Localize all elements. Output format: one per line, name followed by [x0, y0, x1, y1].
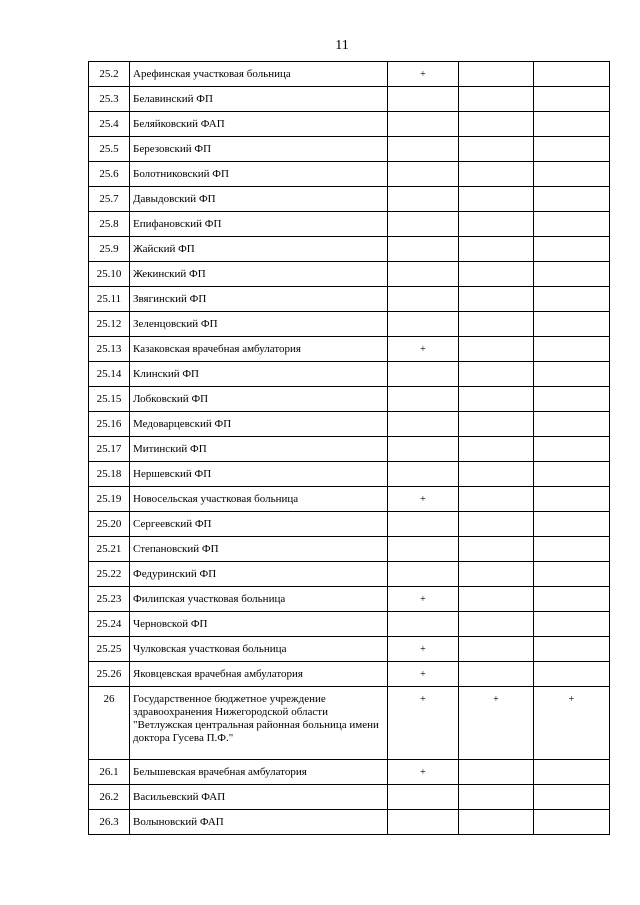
- table-row: [89, 237, 610, 262]
- facility-name-cell: Чулковская участковая больница: [130, 637, 388, 662]
- column-1-mark-cell: +: [388, 487, 459, 512]
- facility-name-cell: Митинский ФП: [130, 437, 388, 462]
- column-3-mark-cell: [534, 785, 610, 810]
- table-row: [89, 137, 610, 162]
- facility-name-cell: Васильевский ФАП: [130, 785, 388, 810]
- column-1-mark-cell: [388, 187, 459, 212]
- column-3-mark-cell: [534, 637, 610, 662]
- table-row: [89, 487, 610, 512]
- row-number-cell: 25.15: [89, 387, 130, 412]
- table-row: [89, 187, 610, 212]
- column-1-mark-cell: +: [388, 662, 459, 687]
- column-3-mark-cell: [534, 112, 610, 137]
- facility-name-cell: Арефинская участковая больница: [130, 62, 388, 87]
- column-3-mark-cell: [534, 462, 610, 487]
- table-row: [89, 62, 610, 87]
- table-row: [89, 287, 610, 312]
- facilities-table: [88, 61, 610, 835]
- table-row: [89, 760, 610, 785]
- column-2-mark-cell: [459, 112, 534, 137]
- column-1-mark-cell: +: [388, 62, 459, 87]
- column-2-mark-cell: [459, 162, 534, 187]
- column-2-mark-cell: [459, 287, 534, 312]
- row-number-cell: 25.16: [89, 412, 130, 437]
- column-2-mark-cell: [459, 637, 534, 662]
- facility-name-cell: Волыновский ФАП: [130, 810, 388, 835]
- facility-name-cell: Черновской ФП: [130, 612, 388, 637]
- row-number-cell: 25.8: [89, 212, 130, 237]
- facility-name-cell: Белышевская врачебная амбулатория: [130, 760, 388, 785]
- table-row: [89, 662, 610, 687]
- table-body: [89, 62, 610, 835]
- column-3-mark-cell: [534, 412, 610, 437]
- column-3-mark-cell: +: [534, 687, 610, 760]
- column-3-mark-cell: [534, 562, 610, 587]
- row-number-cell: 25.18: [89, 462, 130, 487]
- column-1-mark-cell: +: [388, 587, 459, 612]
- column-1-mark-cell: [388, 387, 459, 412]
- table-row: [89, 162, 610, 187]
- table-row: [89, 785, 610, 810]
- column-3-mark-cell: [534, 537, 610, 562]
- row-number-cell: 25.26: [89, 662, 130, 687]
- row-number-cell: 25.2: [89, 62, 130, 87]
- table-row: [89, 212, 610, 237]
- column-1-mark-cell: +: [388, 760, 459, 785]
- row-number-cell: 25.4: [89, 112, 130, 137]
- column-3-mark-cell: [534, 612, 610, 637]
- column-3-mark-cell: [534, 387, 610, 412]
- row-number-cell: 25.6: [89, 162, 130, 187]
- column-3-mark-cell: [534, 137, 610, 162]
- column-1-mark-cell: [388, 537, 459, 562]
- row-number-cell: 25.5: [89, 137, 130, 162]
- column-1-mark-cell: [388, 262, 459, 287]
- column-1-mark-cell: [388, 137, 459, 162]
- table-row: [89, 537, 610, 562]
- row-number-cell: 25.7: [89, 187, 130, 212]
- column-2-mark-cell: [459, 587, 534, 612]
- table-row: [89, 562, 610, 587]
- column-2-mark-cell: [459, 312, 534, 337]
- facility-name-cell: Медоварцевский ФП: [130, 412, 388, 437]
- column-2-mark-cell: [459, 487, 534, 512]
- column-3-mark-cell: [534, 662, 610, 687]
- column-2-mark-cell: [459, 785, 534, 810]
- column-1-mark-cell: [388, 362, 459, 387]
- facility-name-cell: Яковцевская врачебная амбулатория: [130, 662, 388, 687]
- column-3-mark-cell: [534, 587, 610, 612]
- column-2-mark-cell: [459, 212, 534, 237]
- table-row: [89, 362, 610, 387]
- table-row: [89, 462, 610, 487]
- row-number-cell: 26.2: [89, 785, 130, 810]
- table-row: [89, 687, 610, 760]
- column-1-mark-cell: +: [388, 637, 459, 662]
- column-3-mark-cell: [534, 87, 610, 112]
- column-2-mark-cell: [459, 612, 534, 637]
- column-3-mark-cell: [534, 337, 610, 362]
- facility-name-cell: Беляйковский ФАП: [130, 112, 388, 137]
- column-1-mark-cell: +: [388, 687, 459, 760]
- row-number-cell: 25.24: [89, 612, 130, 637]
- column-2-mark-cell: [459, 662, 534, 687]
- column-3-mark-cell: [534, 187, 610, 212]
- table-row: [89, 112, 610, 137]
- facility-name-cell: Давыдовский ФП: [130, 187, 388, 212]
- facility-name-cell: Лобковский ФП: [130, 387, 388, 412]
- facility-name-cell: Болотниковский ФП: [130, 162, 388, 187]
- column-2-mark-cell: [459, 537, 534, 562]
- row-number-cell: 25.14: [89, 362, 130, 387]
- column-3-mark-cell: [534, 212, 610, 237]
- row-number-cell: 26: [89, 687, 130, 760]
- row-number-cell: 25.10: [89, 262, 130, 287]
- column-1-mark-cell: [388, 412, 459, 437]
- column-2-mark-cell: [459, 562, 534, 587]
- column-3-mark-cell: [534, 237, 610, 262]
- column-3-mark-cell: [534, 162, 610, 187]
- column-2-mark-cell: [459, 387, 534, 412]
- row-number-cell: 25.13: [89, 337, 130, 362]
- column-3-mark-cell: [534, 287, 610, 312]
- column-1-mark-cell: [388, 512, 459, 537]
- table-row: [89, 437, 610, 462]
- table-row: [89, 412, 610, 437]
- facility-name-cell: Звягинский ФП: [130, 287, 388, 312]
- column-3-mark-cell: [534, 512, 610, 537]
- facility-name-cell: Степановский ФП: [130, 537, 388, 562]
- row-number-cell: 25.25: [89, 637, 130, 662]
- column-2-mark-cell: [459, 62, 534, 87]
- column-1-mark-cell: +: [388, 337, 459, 362]
- page-number: 11: [335, 38, 349, 53]
- column-2-mark-cell: [459, 412, 534, 437]
- table-row: [89, 387, 610, 412]
- row-number-cell: 25.19: [89, 487, 130, 512]
- column-2-mark-cell: [459, 512, 534, 537]
- column-2-mark-cell: [459, 760, 534, 785]
- column-2-mark-cell: +: [459, 687, 534, 760]
- table-row: [89, 87, 610, 112]
- table-row: [89, 312, 610, 337]
- facility-name-cell: Белавинский ФП: [130, 87, 388, 112]
- row-number-cell: 25.9: [89, 237, 130, 262]
- facility-name-cell: Нершевский ФП: [130, 462, 388, 487]
- facility-name-cell: Зеленцовский ФП: [130, 312, 388, 337]
- column-3-mark-cell: [534, 437, 610, 462]
- table-row: [89, 587, 610, 612]
- column-3-mark-cell: [534, 760, 610, 785]
- row-number-cell: 25.3: [89, 87, 130, 112]
- column-2-mark-cell: [459, 262, 534, 287]
- row-number-cell: 25.20: [89, 512, 130, 537]
- column-2-mark-cell: [459, 337, 534, 362]
- column-3-mark-cell: [534, 362, 610, 387]
- column-1-mark-cell: [388, 112, 459, 137]
- column-1-mark-cell: [388, 212, 459, 237]
- column-1-mark-cell: [388, 437, 459, 462]
- column-2-mark-cell: [459, 87, 534, 112]
- column-2-mark-cell: [459, 462, 534, 487]
- column-2-mark-cell: [459, 137, 534, 162]
- table-row: [89, 612, 610, 637]
- facility-name-cell: Жайский ФП: [130, 237, 388, 262]
- row-number-cell: 25.23: [89, 587, 130, 612]
- column-1-mark-cell: [388, 810, 459, 835]
- column-1-mark-cell: [388, 562, 459, 587]
- column-1-mark-cell: [388, 237, 459, 262]
- row-number-cell: 25.22: [89, 562, 130, 587]
- column-2-mark-cell: [459, 237, 534, 262]
- column-2-mark-cell: [459, 437, 534, 462]
- column-2-mark-cell: [459, 362, 534, 387]
- column-3-mark-cell: [534, 487, 610, 512]
- table-row: [89, 337, 610, 362]
- facility-name-cell: Казаковская врачебная амбулатория: [130, 337, 388, 362]
- facility-name-cell: Жекинский ФП: [130, 262, 388, 287]
- column-1-mark-cell: [388, 87, 459, 112]
- facility-name-cell: Березовский ФП: [130, 137, 388, 162]
- facility-name-cell: Сергеевский ФП: [130, 512, 388, 537]
- column-1-mark-cell: [388, 162, 459, 187]
- facility-name-cell: Епифановский ФП: [130, 212, 388, 237]
- facility-name-cell: Клинский ФП: [130, 362, 388, 387]
- column-3-mark-cell: [534, 312, 610, 337]
- column-1-mark-cell: [388, 462, 459, 487]
- column-1-mark-cell: [388, 785, 459, 810]
- column-1-mark-cell: [388, 312, 459, 337]
- facility-name-cell: Новосельская участковая больница: [130, 487, 388, 512]
- row-number-cell: 25.12: [89, 312, 130, 337]
- facility-name-cell: Федуринский ФП: [130, 562, 388, 587]
- column-2-mark-cell: [459, 810, 534, 835]
- column-3-mark-cell: [534, 62, 610, 87]
- column-3-mark-cell: [534, 810, 610, 835]
- facility-name-cell: Филипская участковая больница: [130, 587, 388, 612]
- column-1-mark-cell: [388, 612, 459, 637]
- row-number-cell: 25.21: [89, 537, 130, 562]
- column-1-mark-cell: [388, 287, 459, 312]
- row-number-cell: 25.11: [89, 287, 130, 312]
- row-number-cell: 25.17: [89, 437, 130, 462]
- table-row: [89, 637, 610, 662]
- table-row: [89, 262, 610, 287]
- row-number-cell: 26.3: [89, 810, 130, 835]
- column-2-mark-cell: [459, 187, 534, 212]
- column-3-mark-cell: [534, 262, 610, 287]
- table-row: [89, 512, 610, 537]
- facility-name-cell: Государственное бюджетное учреждение здравоохранения Нижегородской области "Ветлужская центральная районная больница имени доктора Гусева П.Ф.": [130, 687, 388, 760]
- row-number-cell: 26.1: [89, 760, 130, 785]
- table-row: [89, 810, 610, 835]
